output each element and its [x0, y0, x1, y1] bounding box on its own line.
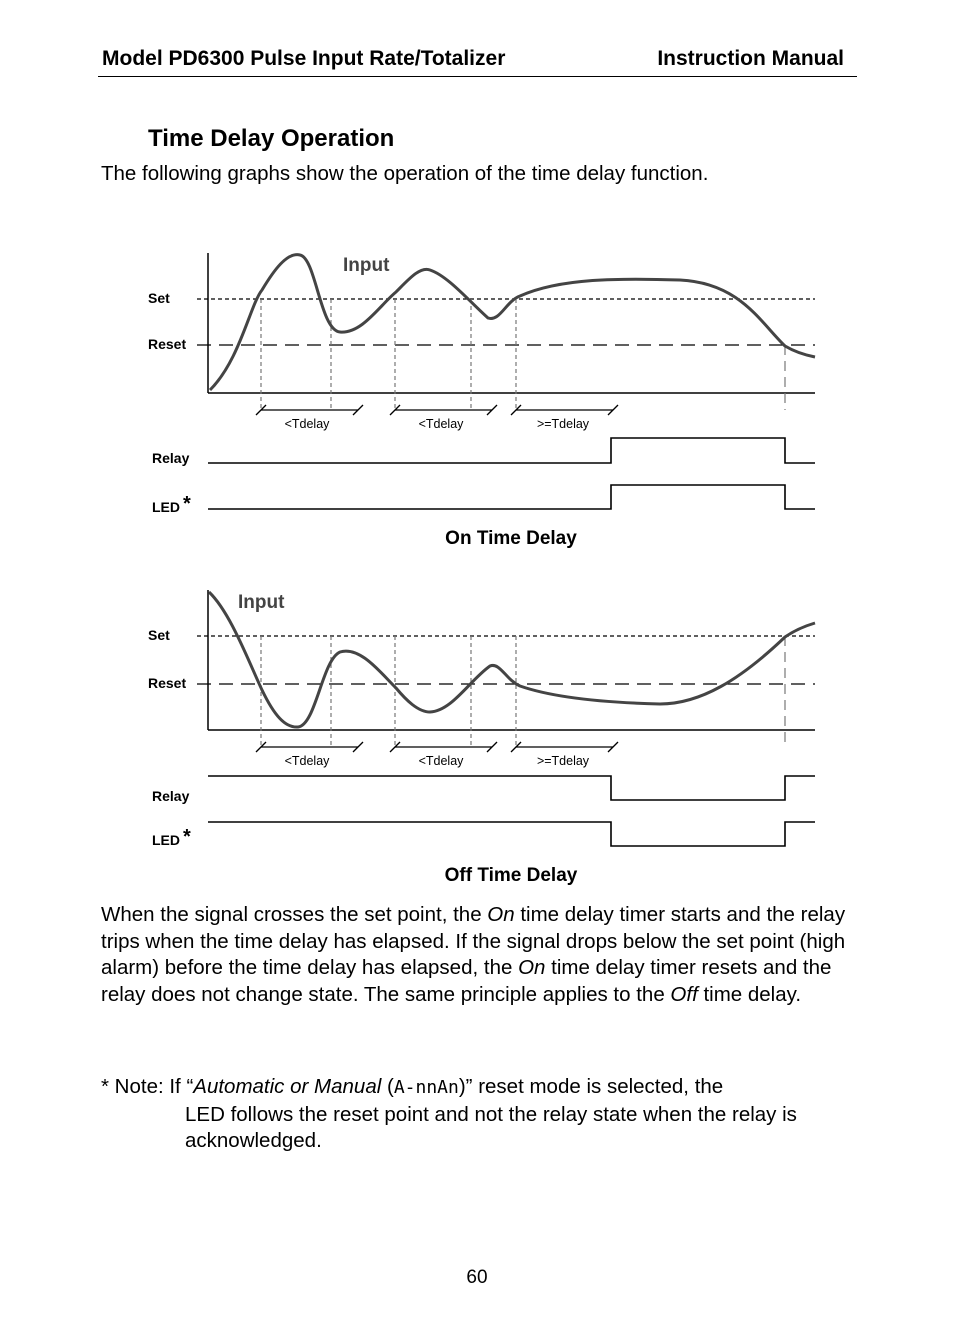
on-led-signal [208, 485, 815, 509]
header-manual-label: Instruction Manual [657, 47, 844, 70]
para-text-4: time delay. [697, 983, 802, 1007]
off-reset-label: Reset [148, 675, 187, 691]
on-led-asterisk: * [183, 493, 191, 515]
on-interval-2-label: <Tdelay [418, 417, 464, 431]
para-text-1: When the signal crosses the set point, the [101, 903, 488, 926]
on-input-curve [210, 255, 815, 390]
on-delay-caption: On Time Delay [445, 528, 577, 549]
off-interval-2-label: <Tdelay [418, 754, 464, 768]
note-continuation: LED follows the reset point and not the relay state when the relay is acknowledged. [185, 1102, 797, 1153]
off-input-label: Input [238, 592, 285, 613]
para-on-2: On [518, 956, 546, 980]
note-prefix: * Note: If “ [101, 1075, 194, 1098]
note-mode: Automatic or Manual [193, 1075, 382, 1098]
on-reset-label: Reset [148, 336, 187, 352]
off-delay-caption: Off Time Delay [444, 865, 578, 886]
off-led-asterisk: * [183, 826, 191, 848]
section-title: Time Delay Operation [148, 125, 395, 152]
off-relay-signal [208, 776, 815, 800]
on-input-label: Input [343, 255, 390, 276]
header-title: Model PD6300 Pulse Input Rate/Totalizer [102, 47, 506, 70]
explanation-paragraph [101, 902, 861, 1009]
para-text-3: time delay timer resets and the relay does not change state. The same principle applies to the [101, 956, 832, 1007]
on-interval-1-label: <Tdelay [284, 417, 330, 431]
on-set-label: Set [148, 290, 170, 306]
note-close: )” reset mode is selected, the [458, 1075, 724, 1098]
off-relay-label: Relay [152, 788, 190, 804]
para-on-1: On [487, 903, 515, 926]
on-time-markers [261, 299, 516, 408]
on-interval-3-label: >=Tdelay [536, 417, 590, 431]
off-led-label: LED [152, 832, 180, 848]
on-relay-label: Relay [152, 450, 190, 466]
off-input-curve [209, 592, 815, 727]
off-delay-diagram [148, 590, 815, 886]
off-interval-1-label: <Tdelay [284, 754, 330, 768]
on-interval-brackets [256, 405, 618, 415]
page-number: 60 [466, 1267, 488, 1288]
off-interval-3-label: >=Tdelay [536, 754, 590, 768]
on-led-label: LED [152, 499, 180, 515]
on-relay-signal [208, 438, 815, 463]
off-interval-brackets [256, 742, 618, 752]
note-open-paren: ( [381, 1075, 394, 1098]
off-set-label: Set [148, 627, 170, 643]
off-time-markers [261, 636, 516, 745]
intro-text: The following graphs show the operation of the time delay function. [101, 162, 709, 185]
para-text-2: time delay timer starts and the relay trips when the time delay has elapsed. If the signal drops below the set point (high alarm) before the time delay has elapsed, the [101, 903, 846, 980]
off-led-signal [208, 822, 815, 846]
para-off: Off [670, 983, 698, 1007]
on-delay-diagram [148, 253, 815, 549]
footnote [101, 1074, 861, 1155]
note-display-code: A-nnAn [393, 1077, 459, 1098]
